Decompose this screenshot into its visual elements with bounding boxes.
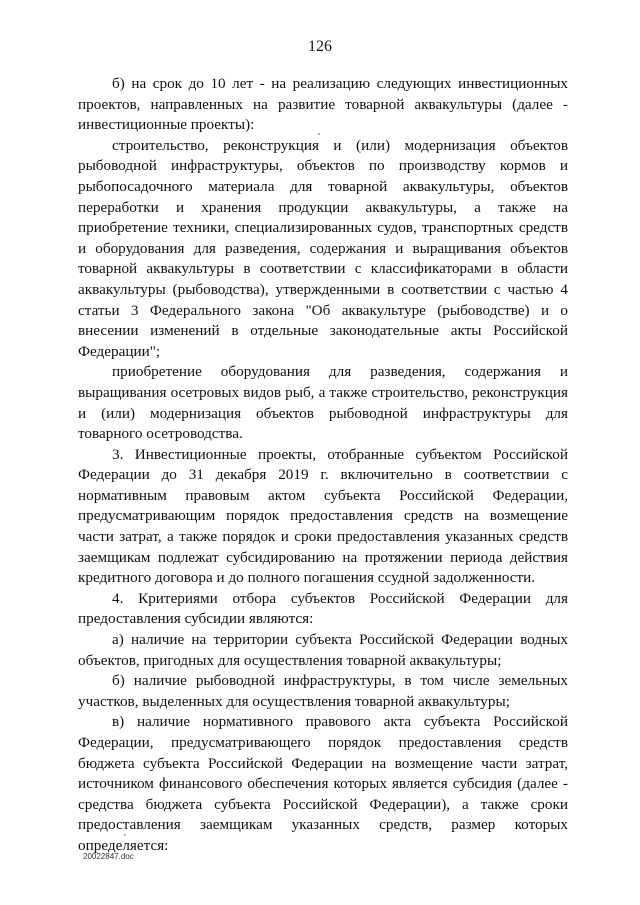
paragraph-4-selection-criteria: 4. Критериями отбора субъектов Российской Федерации для предоставления субсидии являются:: [78, 589, 568, 628]
criterion-v-regulatory-act: в) наличие нормативного правового акта субъекта Российской Федерации, предусматривающего порядок предоставления средств бюджета субъекта Российской Федерации на возмещение части затрат, источником финансового обеспечения которых является субсидия (далее - средства бюджета субъекта Российской Федерации), а также сроки предоставления заемщикам указанных средств, размер которых определяется:: [78, 713, 568, 854]
criterion-b-infrastructure: б) наличие рыбоводной инфраструктуры, в том числе земельных участков, выделенных для осуществления товарной аквакультуры;: [78, 672, 568, 710]
scan-speck: [124, 834, 126, 836]
paragraph-b-investment-term: б) на срок до 10 лет - на реализацию следующих инвестиционных проектов, направленных на развитие товарной аквакультуры (далее - инвестиционные проекты):: [78, 75, 568, 134]
document-body: [78, 74, 568, 857]
paragraph-equipment-sturgeon: приобретение оборудования для разведения, содержания и выращивания осетровых видов рыб, а также строительство, реконструкция и (или) модернизация объектов рыбоводной инфраструктуры для товарного осетроводства.: [78, 363, 568, 443]
footer-filename: 20022847.doc: [83, 852, 134, 861]
scan-speck: [318, 133, 320, 135]
paragraph-construction: строительство, реконструкция и (или) модернизация объектов рыбоводной инфраструктуры, объектов по производству кормов и рыбопосадочного материала для товарной аквакультуры, объектов переработки и хранения продукции аквакультуры, а также на приобретение техники, специализированных судов, транспортных средств и оборудования для разведения, содержания и выращивания объектов товарной аквакультуры в соответствии с классификаторами в области аквакультуры (рыбоводства), утвержденными в соответствии с частью 4 статьи 3 Федерального закона "Об аквакультуре (рыбоводстве) и о внесении изменений в отдельные законодательные акты Российской Федерации";: [78, 136, 568, 360]
paragraph-3-selected-projects: 3. Инвестиционные проекты, отобранные субъектом Российской Федерации до 31 декабря 2019 г. включительно в соответствии с нормативным правовым актом субъекта Российской Федерации, предусматривающим порядок предоставления средств на возмещение части затрат, а также порядок и сроки предоставления указанных средств заемщикам подлежат субсидированию на протяжении периода действия кредитного договора и до полного погашения ссудной задолженности.: [78, 445, 568, 587]
criterion-a-water-objects: а) наличие на территории субъекта Российской Федерации водных объектов, пригодных для осуществления товарной аквакультуры;: [78, 631, 568, 669]
page-number: 126: [308, 38, 332, 55]
